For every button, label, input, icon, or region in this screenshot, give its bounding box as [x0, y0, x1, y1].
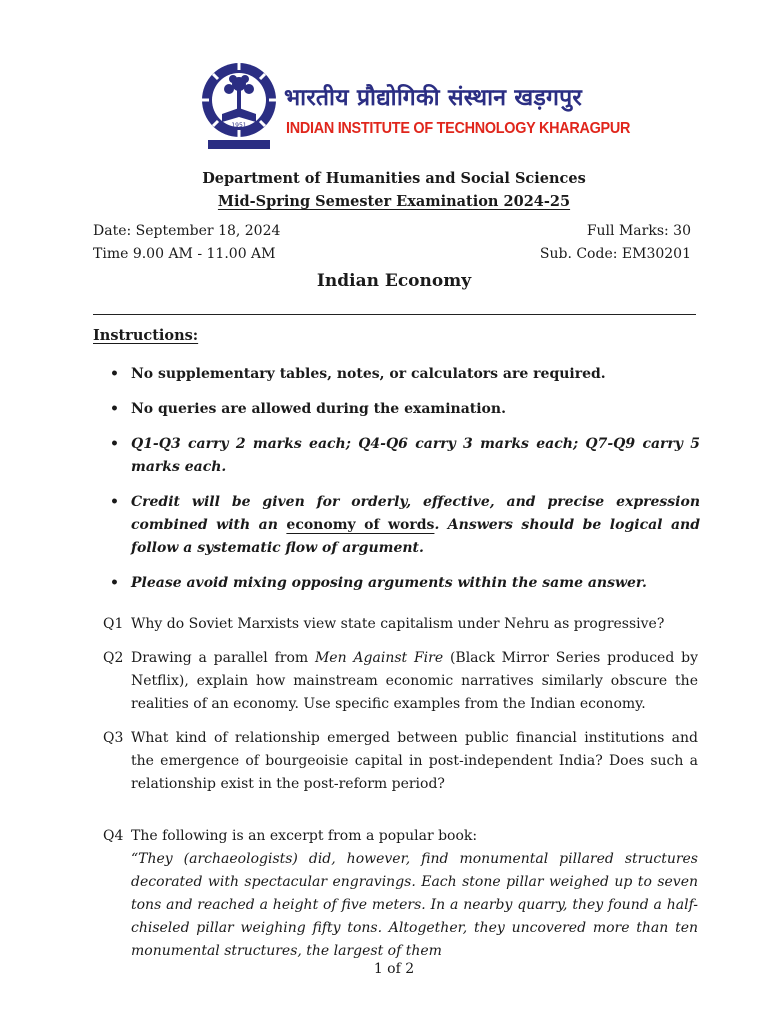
book-excerpt: “They (archaeologists) did, however, find monumental pillared structures decorated with spectacular engravings. Each stone pillar weighed up to seven tons and reached a height of five meters. In a nearby quarry, they found a half-chiseled pillar weighing fifty tons. Altogether, they uncovered more than ten monumental structures, the largest of them [131, 851, 698, 959]
instruction-item [110, 363, 700, 386]
question-3 [103, 727, 698, 796]
instructions-list [110, 363, 700, 607]
full-marks: Full Marks: 30 [586, 223, 691, 239]
instruction-item [110, 433, 700, 479]
question-1 [103, 613, 698, 636]
page-number: 1 of 2 [373, 961, 415, 977]
bullet-icon: • [110, 494, 119, 510]
instruction-text: No queries are allowed during the examination. [131, 401, 506, 417]
question-4 [103, 825, 698, 963]
instruction-text: Q1-Q3 carry 2 marks each; Q4-Q6 carry 3 marks each; Q7-Q9 carry 5 marks each. [131, 436, 700, 475]
question-text: Why do Soviet Marxists view state capitalism under Nehru as progressive? [131, 616, 665, 632]
question-number: Q4 [103, 828, 124, 844]
question-number: Q3 [103, 730, 124, 746]
instructions-heading: Instructions: [93, 327, 199, 344]
instruction-item [110, 398, 700, 421]
institute-name-english: INDIAN INSTITUTE OF TECHNOLOGY KHARAGPUR [286, 120, 631, 137]
question-number: Q1 [103, 616, 124, 632]
bullet-icon: • [110, 436, 119, 452]
svg-text:1951: 1951 [231, 122, 247, 129]
instruction-emphasis: economy of words [286, 517, 435, 533]
bullet-icon: • [110, 575, 119, 591]
question-number: Q2 [103, 650, 124, 666]
exam-title [0, 193, 768, 210]
instruction-text: Please avoid mixing opposing arguments within the same answer. [131, 575, 647, 591]
iit-kharagpur-seal-icon [200, 62, 278, 152]
bullet-icon: • [110, 401, 119, 417]
cited-title: Men Against Fire [314, 650, 444, 666]
question-text-part: Drawing a parallel from [131, 650, 315, 666]
instruction-text: No supplementary tables, notes, or calculators are required. [131, 366, 606, 382]
exam-date: Date: September 18, 2024 [93, 223, 281, 239]
institute-name-hindi: भारतीय प्रौद्योगिकी संस्थान खड़गपुर [284, 85, 582, 111]
department-name: Department of Humanities and Social Sciences [202, 170, 586, 187]
question-text-part: (Black Mirror Series produced by Netflix), explain how mainstream economic narratives similarly obscure the realities of an economy. Use specific examples from the Indian economy. [131, 650, 698, 712]
exam-title-text: Mid-Spring Semester Examination 2024-25 [217, 193, 571, 210]
instruction-item [110, 491, 700, 560]
question-text: What kind of relationship emerged between public financial institutions and the emergence of bourgeoisie capital in post-independent India? Does such a relationship exist in the post-reform period? [131, 730, 698, 792]
instruction-text: . Answers should be logical and follow a systematic flow of argument. [131, 517, 701, 556]
instruction-item [110, 572, 700, 595]
question-text: The following is an excerpt from a popular book: [131, 828, 478, 844]
instruction-text: Credit will be given for orderly, effective, and precise expression combined with an [131, 494, 700, 533]
question-text [131, 647, 698, 716]
institute-logo [200, 62, 631, 157]
question-2 [103, 647, 698, 716]
course-title: Indian Economy [316, 271, 472, 291]
bullet-icon: • [110, 366, 119, 382]
subject-code: Sub. Code: EM30201 [539, 246, 691, 262]
exam-time: Time 9.00 AM - 11.00 AM [93, 246, 276, 262]
divider [93, 314, 696, 315]
